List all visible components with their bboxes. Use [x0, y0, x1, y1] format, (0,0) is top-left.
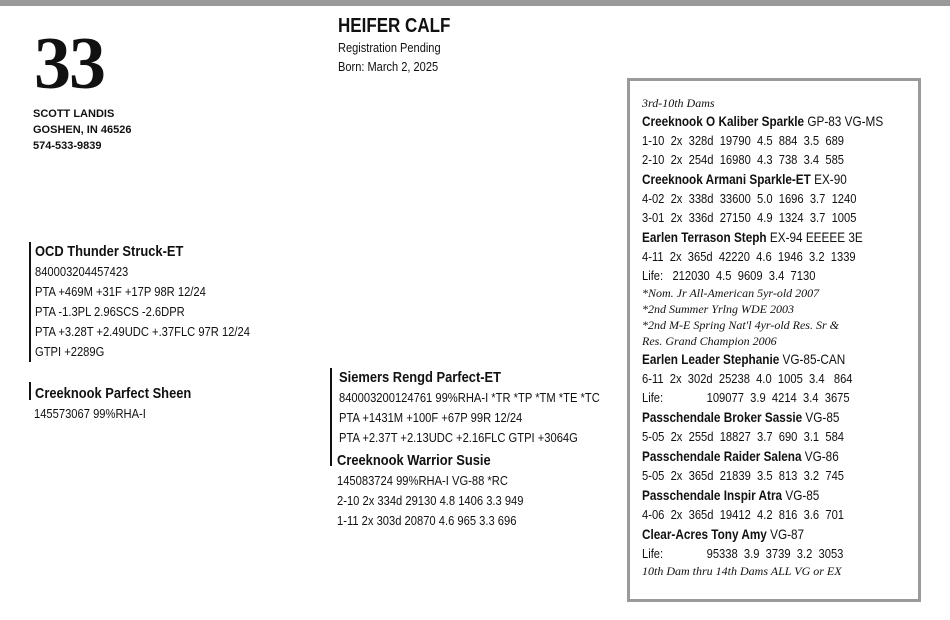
dam-entry-line: 6-11 2x 302d 25238 4.0 1005 3.4 864: [642, 371, 853, 386]
dam-entry-line: 5-05 2x 365d 21839 3.5 813 3.2 745: [642, 468, 845, 483]
dam-entry-line: Life: 109077 3.9 4214 3.4 3675: [642, 390, 850, 405]
dam-registration: 145573067 99%RHA-I: [34, 406, 146, 421]
sire-block: [29, 242, 305, 362]
top-border: [0, 0, 950, 6]
granddam-name: Creeknook Warrior Susie: [337, 452, 491, 469]
dam-entry-name: Earlen Terrason Steph EX-94 EEEEE 3E: [642, 229, 863, 245]
animal-title: HEIFER CALF: [338, 15, 451, 37]
consignor-info: [33, 106, 131, 154]
dams-list: [642, 95, 912, 579]
dam-entry-note: *Nom. Jr All-American 5yr-old 2007: [642, 286, 820, 300]
dams-footer: 10th Dam thru 14th Dams ALL VG or EX: [642, 564, 842, 578]
dam-entry-line: 5-05 2x 255d 18827 3.7 690 3.1 584: [642, 429, 845, 444]
dam-entry-line: Life: 95338 3.9 3739 3.2 3053: [642, 546, 844, 561]
dam-entry-name: Creeknook O Kaliber Sparkle GP-83 VG-MS: [642, 113, 884, 129]
lot-number: 33: [34, 23, 104, 105]
registration-status: Registration Pending: [338, 40, 441, 55]
dam-entry-name: Clear-Acres Tony Amy VG-87: [642, 526, 805, 542]
dam-entry-line: 1-10 2x 328d 19790 4.5 884 3.5 689: [642, 133, 845, 148]
dams-heading: 3rd-10th Dams: [642, 96, 715, 110]
granddam-line: 2-10 2x 334d 29130 4.8 1406 3.3 949: [337, 493, 524, 508]
dam-entry-note: *2nd M-E Spring Nat'l 4yr-old Res. Sr &: [642, 318, 839, 332]
dam-entry-name: Creeknook Armani Sparkle-ET EX-90: [642, 171, 847, 187]
dam-name: Creeknook Parfect Sheen: [35, 385, 192, 402]
mgs-line: PTA +1431M +100F +67P 99R 12/24: [339, 410, 523, 425]
dam-entry-line: Life: 212030 4.5 9609 3.4 7130: [642, 268, 816, 283]
animal-header: [338, 14, 470, 76]
dam-entry-name: Passchendale Raider Salena VG-86: [642, 448, 839, 464]
sire-line: GTPI +2289G: [35, 344, 105, 359]
sire-line: 840003204457423: [35, 264, 129, 279]
dam-entry-note: Res. Grand Champion 2006: [642, 334, 777, 348]
consignor-name: SCOTT LANDIS: [33, 108, 115, 120]
dam-entry-name: Passchendale Broker Sassie VG-85: [642, 409, 840, 425]
birth-date: Born: March 2, 2025: [338, 59, 439, 74]
dam-entry-line: 2-10 2x 254d 16980 4.3 738 3.4 585: [642, 152, 845, 167]
dam-entry-line: 4-06 2x 365d 19412 4.2 816 3.6 701: [642, 507, 845, 522]
sire-line: PTA -1.3PL 2.96SCS -2.6DPR: [35, 304, 185, 319]
dam-entry-line: 4-11 2x 365d 42220 4.6 1946 3.2 1339: [642, 249, 856, 264]
dam-entry-name: Passchendale Inspir Atra VG-85: [642, 487, 820, 503]
granddam-line: 1-11 2x 303d 20870 4.6 965 3.3 696: [337, 513, 517, 528]
mgs-name: Siemers Rengd Parfect-ET: [339, 369, 502, 386]
dam-entry-line: 4-02 2x 338d 33600 5.0 1696 3.7 1240: [642, 191, 857, 206]
consignor-phone: 574-533-9839: [33, 140, 102, 152]
mgs-line: 840003200124761 99%RHA-I *TR *TP *TM *TE *TC: [339, 390, 600, 405]
dam-block: [29, 382, 305, 400]
dams-box: [627, 78, 921, 602]
dam-entry-note: *2nd Summer Yrlng WDE 2003: [642, 302, 794, 316]
sire-line: PTA +469M +31F +17P 98R 12/24: [35, 284, 206, 299]
dam-entry-name: Earlen Leader Stephanie VG-85-CAN: [642, 351, 846, 367]
sire-name: OCD Thunder Struck-ET: [35, 243, 184, 260]
granddam-block: [337, 451, 637, 531]
sire-line: PTA +3.28T +2.49UDC +.37FLC 97R 12/24: [35, 324, 250, 339]
consignor-location: GOSHEN, IN 46526: [33, 124, 132, 136]
granddam-line: 145083724 99%RHA-I VG-88 *RC: [337, 473, 508, 488]
dam-entry-line: 3-01 2x 336d 27150 4.9 1324 3.7 1005: [642, 210, 857, 225]
mgs-line: PTA +2.37T +2.13UDC +2.16FLC GTPI +3064G: [339, 430, 578, 445]
